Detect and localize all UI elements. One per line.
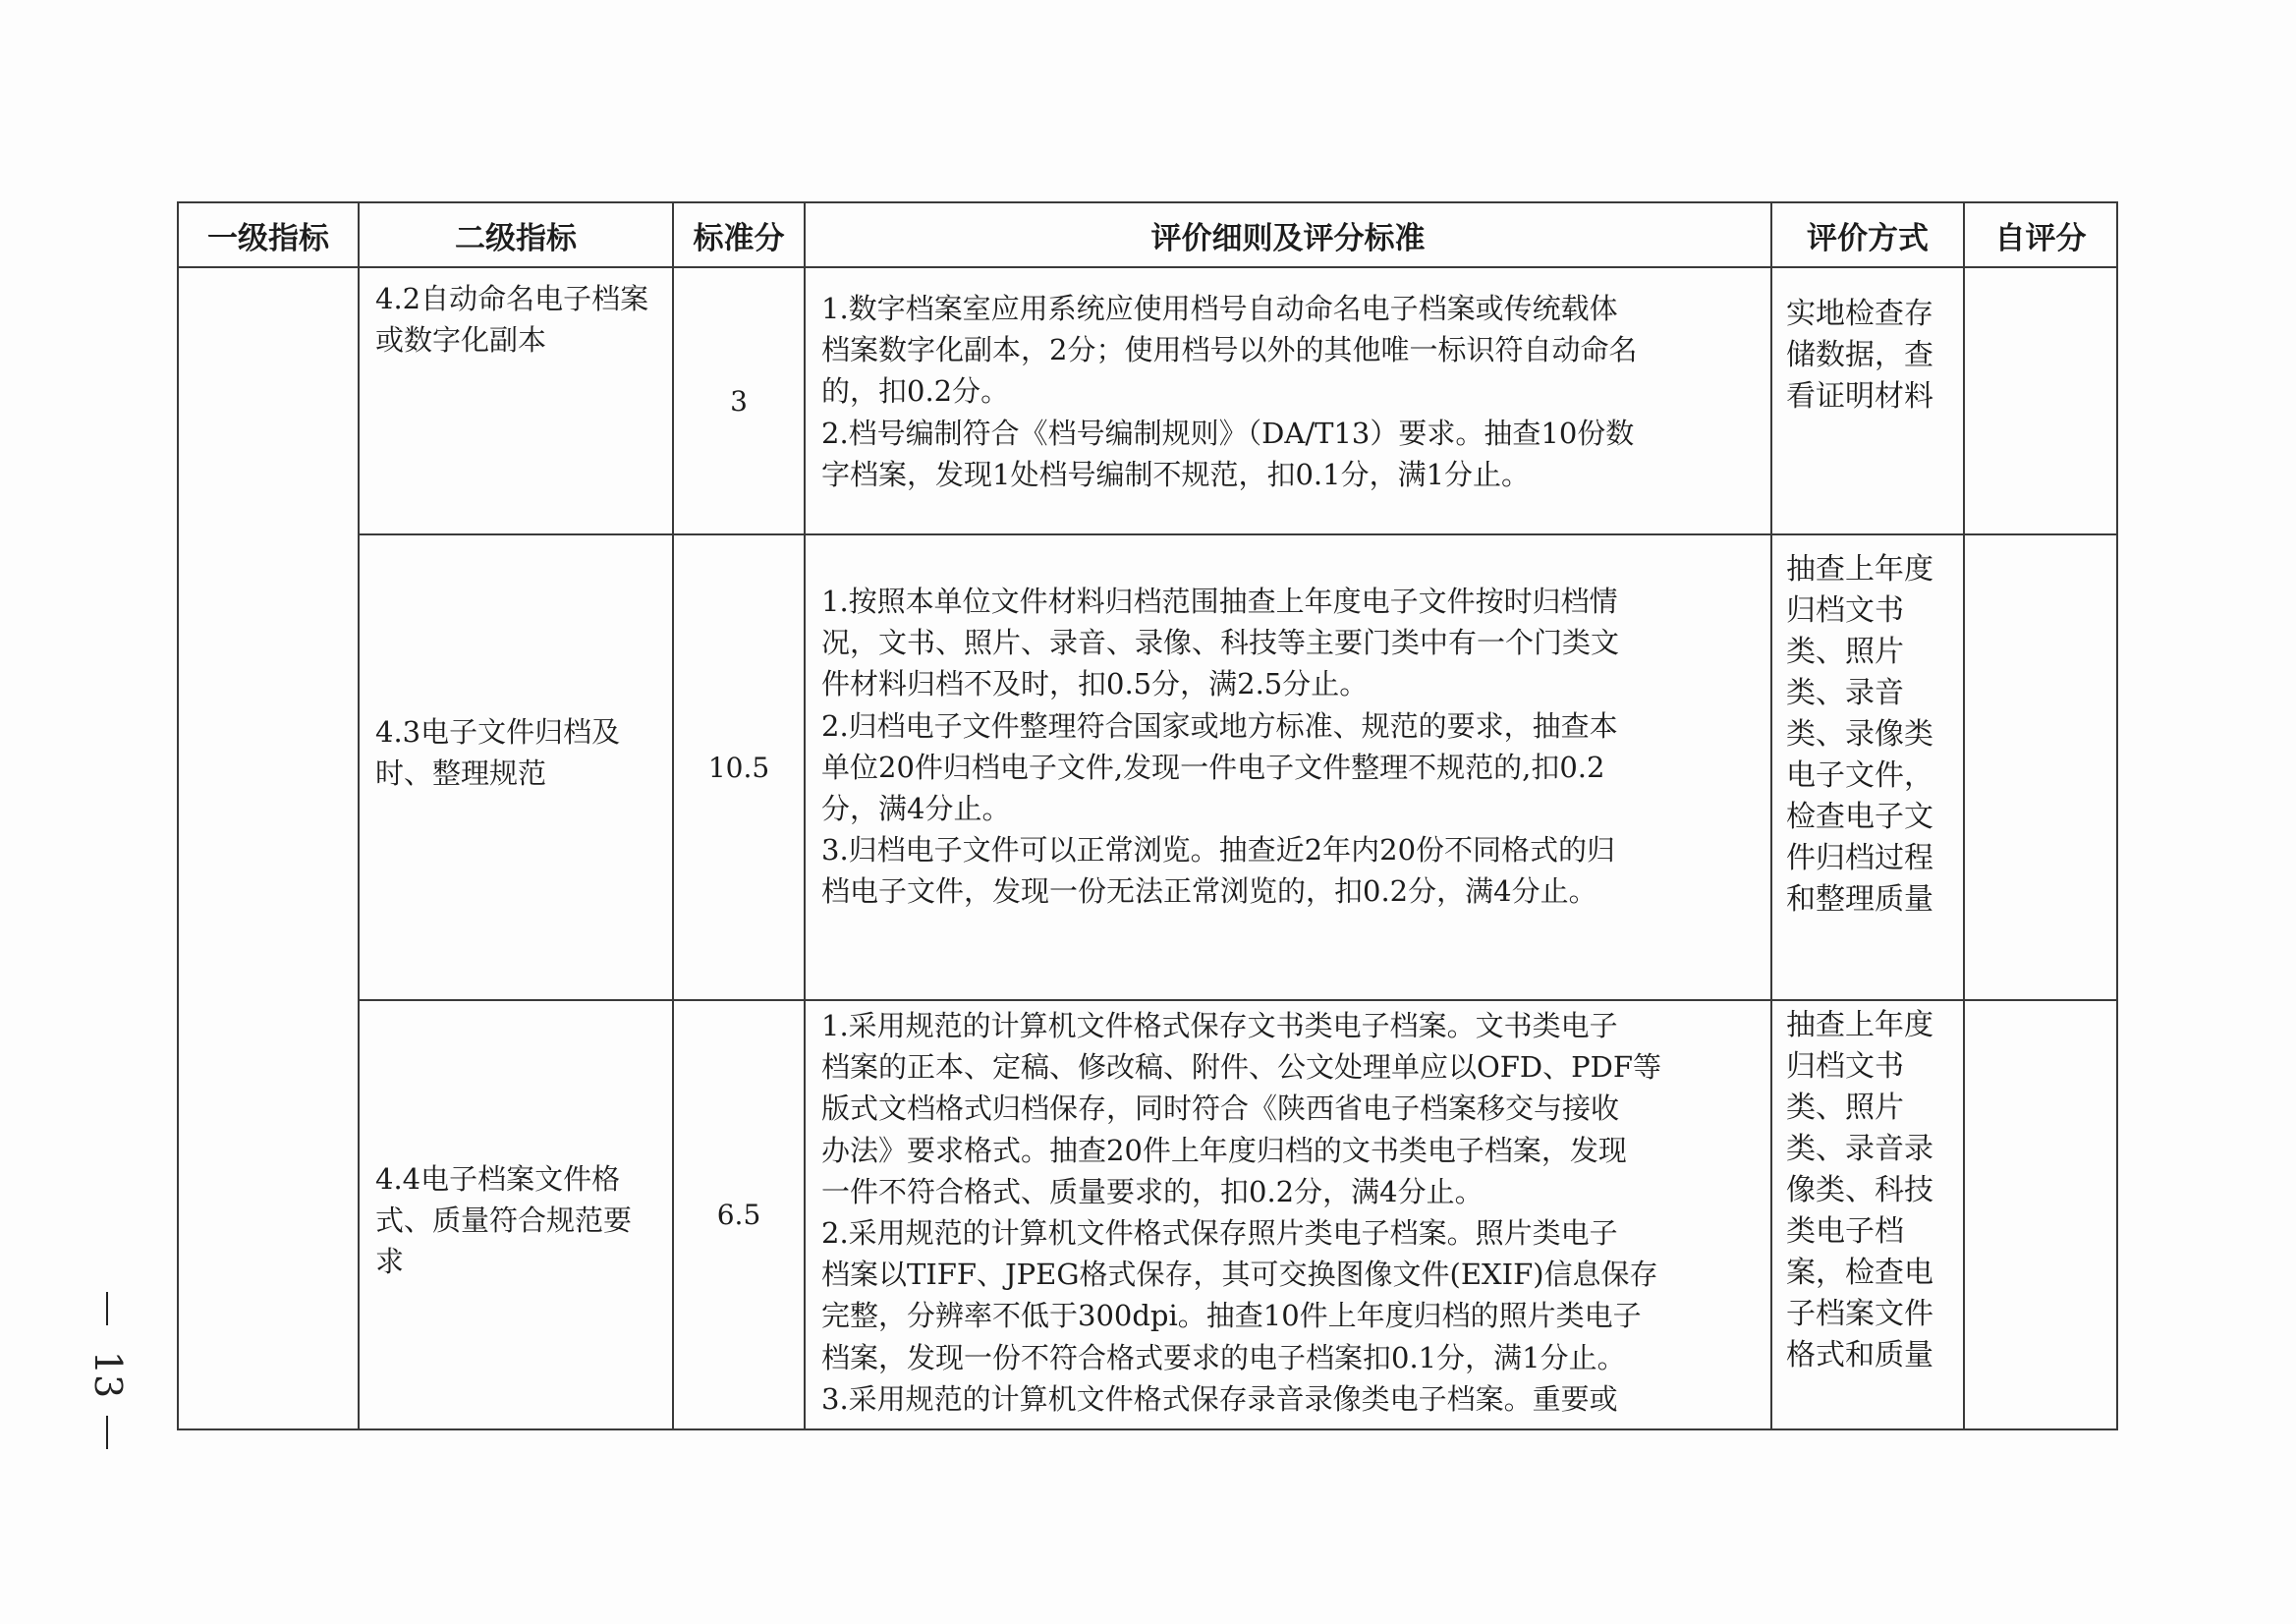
criteria-line: 字档案，发现1处档号编制不规范，扣0.1分，满1分止。: [821, 457, 1531, 491]
criteria-line: 况，文书、照片、录音、录像、科技等主要门类中有一个门类文: [821, 626, 1620, 660]
self-score-cell[interactable]: [1964, 1000, 2117, 1429]
criteria-line: 1.按照本单位文件材料归档范围抽查上年度电子文件按时归档情: [821, 585, 1618, 618]
criteria-line: 分，满4分止。: [821, 792, 1011, 826]
criteria-line: 的，扣0.2分。: [821, 374, 1010, 409]
table-row: [178, 267, 2117, 534]
criteria-cell: [805, 534, 1771, 1000]
criteria-line: 1.采用规范的计算机文件格式保存文书类电子档案。文书类电子: [821, 1009, 1618, 1042]
level2-cell: 4.3电子文件归档及时、整理规范: [359, 534, 673, 1000]
page-number: [88, 1292, 128, 1459]
method-cell: 抽查上年度归档文书类、照片类、录音录像类、科技类电子档案，检查电子档案文件格式和质量: [1771, 1000, 1964, 1429]
criteria-cell: [805, 1000, 1771, 1429]
self-score-cell[interactable]: [1964, 534, 2117, 1000]
table-row: [178, 534, 2117, 1000]
criteria-line: 3.归档电子文件可以正常浏览。抽查近2年内20份不同格式的归: [821, 833, 1616, 868]
header-level1: 一级指标: [178, 202, 359, 267]
criteria-line: 件材料归档不及时，扣0.5分，满2.5分止。: [821, 667, 1369, 701]
score-cell: 10.5: [673, 534, 805, 1000]
header-criteria: 评价细则及评分标准: [805, 202, 1771, 267]
score-cell: 3: [673, 267, 805, 534]
criteria-line: 版式文档格式归档保存，同时符合《陕西省电子档案移交与接收: [821, 1092, 1620, 1126]
method-cell: 抽查上年度归档文书类、照片类、录音类、录像类电子文件，检查电子文件归档过程和整理质量: [1771, 534, 1964, 1000]
level2-cell: 4.2自动命名电子档案或数字化副本: [359, 267, 673, 534]
criteria-line: 单位20件归档电子文件,发现一件电子文件整理不规范的,扣0.2: [821, 750, 1605, 784]
criteria-line: 档案以TIFF、JPEG格式保存，其可交换图像文件(EXIF)信息保存: [821, 1258, 1658, 1292]
criteria-line: 一件不符合格式、质量要求的，扣0.2分，满4分止。: [821, 1174, 1484, 1208]
score-cell: 6.5: [673, 1000, 805, 1429]
page-number-text: 13: [86, 1350, 130, 1399]
criteria-line: 3.采用规范的计算机文件格式保存录音录像类电子档案。重要或: [821, 1381, 1618, 1416]
header-score: 标准分: [673, 202, 805, 267]
criteria-line: 1.数字档案室应用系统应使用档号自动命名电子档案或传统载体: [821, 292, 1618, 325]
criteria-line: 档案，发现一份不符合格式要求的电子档案扣0.1分，满1分止。: [821, 1340, 1626, 1374]
header-level2: 二级指标: [359, 202, 673, 267]
criteria-line: 档电子文件，发现一份无法正常浏览的，扣0.2分，满4分止。: [821, 874, 1597, 909]
criteria-line: 2.采用规范的计算机文件格式保存照片类电子档案。照片类电子: [821, 1216, 1618, 1251]
criteria-line: 办法》要求格式。抽查20件上年度归档的文书类电子档案，发现: [821, 1133, 1627, 1167]
criteria-line: 完整，分辨率不低于300dpi。抽查10件上年度归档的照片类电子: [821, 1299, 1642, 1333]
method-cell: 实地检查存储数据，查看证明材料: [1771, 267, 1964, 534]
criteria-cell: [805, 267, 1771, 534]
evaluation-table: [177, 201, 2118, 1430]
criteria-line: 2.归档电子文件整理符合国家或地方标准、规范的要求，抽查本: [821, 708, 1618, 743]
criteria-line: 档案数字化副本，2分；使用档号以外的其他唯一标识符自动命名: [821, 333, 1638, 367]
self-score-cell[interactable]: [1964, 267, 2117, 534]
level2-cell: 4.4电子档案文件格式、质量符合规范要求: [359, 1000, 673, 1429]
header-method: 评价方式: [1771, 202, 1964, 267]
page-number-dash-top: [106, 1292, 108, 1325]
criteria-line: 2.档号编制符合《档号编制规则》（DA/T13）要求。抽查10份数: [821, 416, 1635, 450]
page-number-dash-bottom: [106, 1416, 108, 1449]
criteria-line: 档案的正本、定稿、修改稿、附件、公文处理单应以OFD、PDF等: [821, 1050, 1662, 1085]
level1-cell: [178, 267, 359, 1429]
header-self-score: 自评分: [1964, 202, 2117, 267]
table-header-row: [178, 202, 2117, 267]
table-row: [178, 1000, 2117, 1429]
